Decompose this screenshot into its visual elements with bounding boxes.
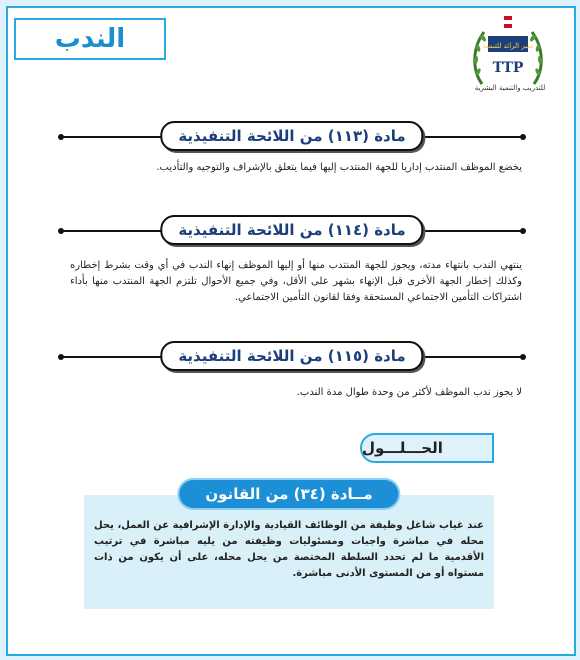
section-114-title: مادة (١١٤) من اللائحة التنفيذية [160, 215, 423, 245]
section-113-header [60, 120, 524, 154]
law-article-body: عند غياب شاغل وظيفة من الوظائف القيادية والإدارة الإشرافية عن العمل، يحل محله في مباشرة واجبات ومسئوليات وظيفته من يليه مباشرة في ترتيب الأقدمية ما لم تحدد السلطة المختصة من يحل محله، على أن يكون من ذات مستواه أو من المستوى الأدنى مباشرة. [94, 520, 484, 579]
page-title: الندب [14, 18, 166, 60]
logo-caption: للتدريب والتنمية البشرية [474, 84, 546, 92]
section-115-header [60, 340, 524, 374]
logo-abbrev: TTP [492, 60, 524, 76]
law-article-title: مــادة (٣٤) من القانون [179, 480, 398, 508]
logo-banner-text: منبر الرائد للتنمية [482, 42, 534, 50]
law-article-header [84, 480, 494, 510]
solutions-heading: الحـــلـــول [360, 433, 494, 463]
section-115-title: مادة (١١٥) من اللائحة التنفيذية [160, 341, 423, 371]
section-114-header [60, 214, 524, 248]
section-113-body: يخضع الموظف المنتدب إداريا للجهة المنتدب إليها فيما يتعلق بالإشراف والتوجيه والتأديب. [156, 162, 522, 173]
section-115-body: لا يجوز ندب الموظف لأكثر من وحدة طوال مدة الندب. [296, 387, 522, 398]
section-113-title: مادة (١١٣) من اللائحة التنفيذية [160, 121, 423, 151]
section-114-body: ينتهي الندب بانتهاء مدته، ويجوز للجهة المنتدب منها أو إليها الموظف إنهاء الندب في أي وقت بشرط إخطاره وكذلك إخطار الجهة الأخرى قبل الإنهاء بشهر على الأقل، وفي جميع الأحوال تلتزم الجهة المنتدب منها بأداء اشتراكات التأمين الاجتماعي المستحقة وفقا لقانون التأمين الاجتماعي. [70, 260, 522, 303]
